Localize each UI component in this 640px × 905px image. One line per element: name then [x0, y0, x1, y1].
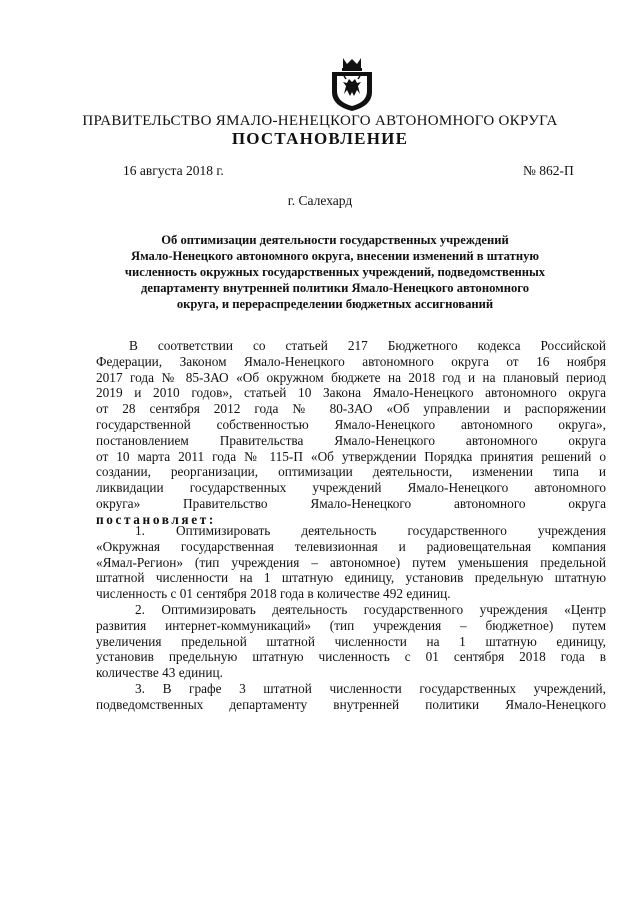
item-line: развития интернет-коммуникаций» (тип учреждения – бюджетное) путем [96, 617, 606, 633]
coat-of-arms-icon [329, 56, 375, 112]
subject-line: Ямало-Ненецкого автономного округа, внесении изменений в штатную [130, 249, 540, 263]
preamble-line: от 10 марта 2011 года № 115-П «Об утверждении Порядка принятия решений о [96, 448, 606, 464]
preamble-line: создании, реорганизации, оптимизации деятельности, изменении типа и [96, 464, 606, 480]
document-subject [88, 232, 582, 312]
item-line: установив предельную штатную численность с 01 сентября 2018 года в [96, 649, 606, 665]
document-number: № 862-П [523, 163, 574, 178]
item-line: «Ямал-Регион» (тип учреждения – автономное) путем уменьшения предельной [96, 554, 606, 570]
preamble-line: 2019 и 2010 годов», статьей 10 Закона Ямало-Ненецкого автономного округа [96, 385, 606, 401]
preamble [96, 338, 606, 528]
preamble-line: от 28 сентября 2012 года № 80-ЗАО «Об управлении и распоряжении [96, 401, 606, 417]
item-line: количестве 43 единиц. [96, 665, 223, 681]
item-line: 2. Оптимизировать деятельность государственного учреждения «Центр [135, 601, 606, 617]
item-line: подведомственных департаменту внутренней политики Ямало-Ненецкого [96, 696, 606, 712]
item-line: «Окружная государственная телевизионная и радиовещательная компания [96, 538, 606, 554]
item-line: 3. В графе 3 штатной численности государственных учреждений, [135, 680, 606, 696]
document-type-title: ПОСТАНОВЛЕНИЕ [231, 129, 409, 148]
item-line: штатной численности на 1 штатную единицу, установив предельную штатную [96, 570, 606, 586]
preamble-line: государственной собственностью Ямало-Ненецкого автономного округа», [96, 416, 606, 432]
document-city: г. Салехард [287, 193, 353, 208]
document-date: 16 августа 2018 г. [123, 163, 224, 178]
preamble-line: 2017 года № 85-ЗАО «Об окружном бюджете на 2018 год и на плановый период [96, 369, 606, 385]
decree-word: постановляет: [96, 511, 216, 527]
item-line: 1. Оптимизировать деятельность государственного учреждения [135, 523, 606, 538]
subject-line: Об оптимизации деятельности государственных учреждений [161, 233, 509, 247]
preamble-line: округа» Правительство Ямало-Ненецкого автономного округа [96, 495, 606, 511]
subject-line: департаменту внутренней политики Ямало-Ненецкого автономного [140, 281, 529, 295]
subject-line: округа, и перераспределении бюджетных ассигнований [176, 297, 494, 311]
preamble-line: ликвидации государственных учреждений Ямало-Ненецкого автономного [96, 480, 606, 496]
preamble-line: Федерации, Законом Ямало-Ненецкого автономного округа от 16 ноября [96, 353, 606, 369]
item-line: увеличения предельной штатной численности на 1 штатную единицу, [96, 633, 606, 649]
preamble-line: постановлением Правительства Ямало-Ненецкого автономного округа [96, 432, 606, 448]
preamble-line: В соответствии со статьей 217 Бюджетного кодекса Российской [129, 338, 606, 353]
decree-items [96, 523, 606, 713]
subject-line: численность окружных государственных учреждений, подведомственных [124, 265, 546, 279]
government-name: ПРАВИТЕЛЬСТВО ЯМАЛО-НЕНЕЦКОГО АВТОНОМНОГО ОКРУГА [82, 113, 558, 129]
item-line: численность с 01 сентября 2018 года в количестве 492 единиц. [96, 586, 451, 602]
